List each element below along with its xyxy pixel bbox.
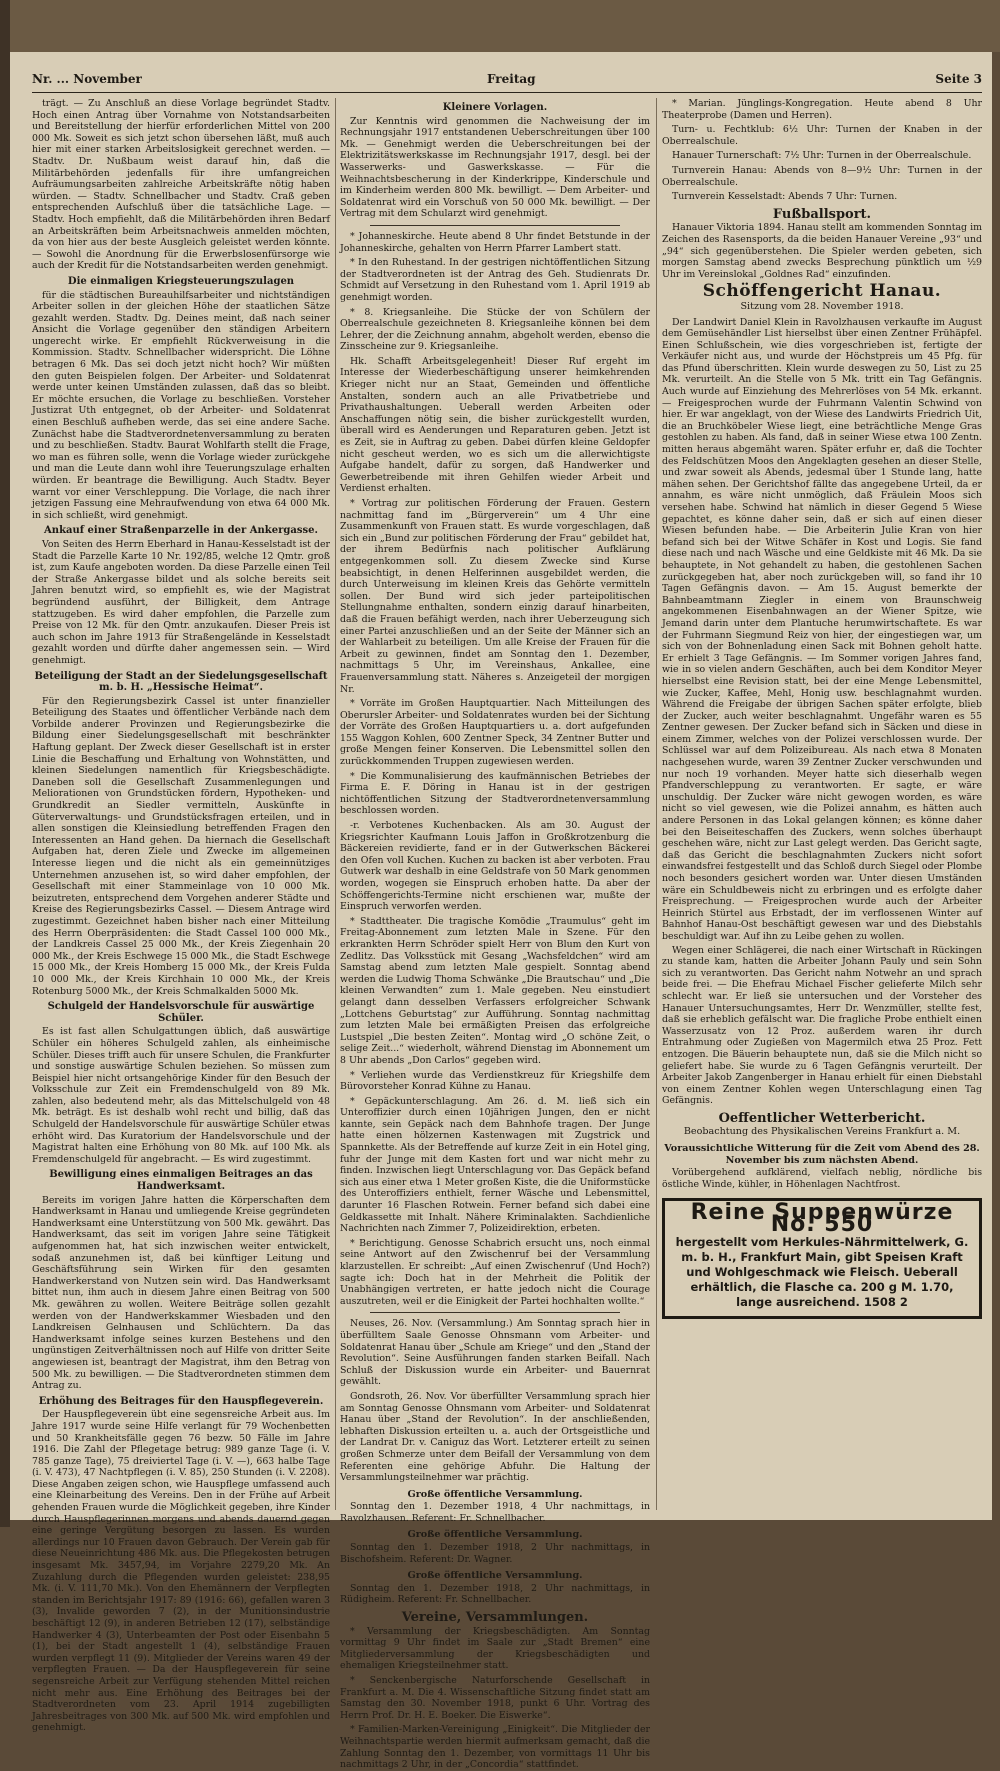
meeting-text: Sonntag den 1. Dezember 1918, 4 Uhr nachmittags, in Ravolzhausen. Referent: Fr. Schnellbacher. — [340, 1501, 650, 1524]
news-item: * Versammlung der Kriegsbeschädigten. Am Sonntag vormittag 9 Uhr findet im Saale zur „Stadt Bremen“ eine Mitgliederversammlung der Kriegsbeschädigten und ehemaligen Kriegsteilnehmer statt. — [340, 1625, 650, 1672]
meeting-text: Sonntag den 1. Dezember 1918, 2 Uhr nachmittags, in Rüdigheim. Referent: Fr. Schnellbacher. — [340, 1582, 650, 1606]
section-heading: Ankauf einer Straßenparzelle in der Ankergasse. — [44, 525, 318, 537]
column-3 — [662, 98, 982, 1510]
newspaper-page — [10, 52, 992, 1771]
article-text: Zur Kenntnis wird genommen die Nachweisung der im Rechnungsjahr 1917 entstandenen Ueberschreitungen über 100 Mk. — Genehmigt werden die Ueberschreitungen bei der Elektrizitätswerkskasse im Rechnungsjahr 1917, desgl. bei der Wasserwerks- und Gaswerkskasse. — Für die Weihnachtsbescherung in der Kinderkrippe, Kinderschule und im Kinderheim werden 800 Mk. bewilligt. — Dem Arbeiter- und Soldatenrat wird ein Vorschuß von 50 000 Mk. bewilligt. — Der Vertrag mit dem Schularzt wird genehmigt. — [340, 115, 650, 220]
news-item: * Vorräte im Großen Hauptquartier. Nach Mitteilungen des Oberursler Arbeiter- und Soldatenrates wurden bei der Sichtung der Vorräte des Großen Hauptquartiers u. a. dort aufgefunden 155 Waggon Kohlen, 600 Zentner Speck, 34 Zentner Butter und große Mengen feiner Konserven. Die Lebensmittel sollen den zurückkommenden Truppen zugewiesen werden. — [340, 698, 650, 768]
news-item: Turnverein Kesselstadt: Abends 7 Uhr: Turnen. — [672, 191, 898, 203]
page-header — [32, 72, 982, 90]
article-text: trägt. — Zu Anschluß an diese Vorlage begründet Stadtv. Hoch einen Antrag über Vornahme von Notstandsarbeiten und Bereitstellung der hierfür erforderlichen Mittel von 200 000 Mk. Soweit es sich jetzt schon übersehen läßt, muß auch hier mit einer starken Arbeitslosigkeit gerechnet werden. — Stadtv. Dr. Nußbaum weist darauf hin, daß die Militärbehörden jedenfalls für ihre umfangreichen Aufräumungsarbeiten zahlreiche Arbeitskräfte nötig haben würden. — Stadtv. Schnellbacher und Stadtv. Craß geben entsprechenden Aufschluß über die tatsächliche Lage. — Stadtv. Hoch empfiehlt, daß die Militärbehörden ihren Bedarf an Arbeitskräften beim Arbeitsnachweis anmelden möchten, da von hier aus der beste Ausgleich geleistet werden könnte. — Sowohl die Anordnung für die Erwerbslosenfürsorge wie auch der Kredit für die Notstandsarbeiten werden genehmigt. — [32, 98, 330, 272]
divider — [370, 1312, 620, 1313]
sport-heading: Fußballsport. — [772, 206, 872, 222]
ad-title: Reine Suppenwürze No. 550 — [690, 1200, 954, 1238]
header-weekday: Freitag — [487, 72, 536, 86]
column-separator — [656, 98, 657, 1510]
weather-heading: Oeffentlicher Wetterbericht. — [718, 1110, 926, 1126]
news-item: Gondsroth, 26. Nov. Vor überfüllter Versammlung sprach hier am Sonntag Genosse Ohnsmann vom Arbeiter- und Soldatenrat Hanau über „Stand der Revolution“. In der anschließenden, lebhaften Diskussion erteilten u. a. auch der Ortsgeistliche und der Landrat Dr. v. Caniguz das Wort. Letzterer erteilt zu seinen großen Schmerze unter dem Beifall der Versammlung von dem Referenten eine gehörige Abfuhr. Die Haltung der Versammlungsteilnehmer war prächtig. — [340, 1390, 650, 1484]
meeting-title: Große öffentliche Versammlung. — [407, 1570, 583, 1582]
weather-source: Beobachtung des Physikalischen Vereins Frankfurt a. M. — [683, 1126, 961, 1138]
article-text: Wegen einer Schlägerei, die nach einer Wirtschaft in Rückingen zu stande kam, hatten die Arbeiter Johann Pauly und sein Sohn sich zu verantworten. Das Gericht nahm Notwehr an und sprach beide frei. — Die Ehefrau Michael Fischer gelieferte Milch sehr schlecht war. Er ließ sie untersuchen und der Vorsteher des Hanauer Untersuchungsamtes, Herr Dr. Wenzmüller, stellte fest, daß sie erheblich gefälscht war. Die fragliche Probe enthielt einen Wasserzusatz von 12 Proz. außerdem waren ihr durch Entrahmung oder Zugießen von Magermilch etwa 25 Proz. Fett entzogen. Die Bäuerin behauptete nun, daß sie die Milch nicht so geliefert habe. Sie wurde zu 6 Tagen Gefängnis verurteilt. Der Arbeiter Jakob Zangenberger in Hanau erhielt für einen Diebstahl von einem Zentner Kohlen wegen Unterschlagung einen Tag Gefängnis. — [662, 944, 982, 1107]
news-item: * In den Ruhestand. In der gestrigen nichtöffentlichen Sitzung der Stadtverordneten ist der Antrag des Geh. Studienrats Dr. Schmidt auf Versetzung in den Ruhestand vom 1. April 1919 ab genehmigt worden. — [340, 257, 650, 303]
section-heading: Schulgeld der Handelsvorschule für auswärtige Schüler. — [47, 1001, 315, 1024]
meeting-text: Sonntag den 1. Dezember 1918, 2 Uhr nachmittags, in Bischofsheim. Referent: Dr. Wagner. — [340, 1542, 650, 1565]
court-heading: Schöffengericht Hanau. — [702, 281, 942, 302]
news-item: Neuses, 26. Nov. (Versammlung.) Am Sonntag sprach hier in überfülltem Saale Genosse Ohnsmann vom Arbeiter- und Soldatenrat Hanau über „Schule am Kriege“ und den „Stand der Revolution“. Seine Ausführungen fanden starken Beifall. Nach Schluß der Diskussion wurde ein Arbeiter- und Bauernrat gewählt. — [340, 1318, 650, 1388]
news-item: Hanauer Turnerschaft: 7½ Uhr: Turnen in der Oberrealschule. — [672, 150, 972, 162]
news-item: * Marian. Jünglings-Kongregation. Heute abend 8 Uhr Theaterprobe (Damen und Herren). — [662, 98, 982, 121]
news-item: * Berichtigung. Genosse Schabrich ersucht uns, noch einmal seine Antwort auf den Zwischenruf bei der Versammlung klarzustellen. Er schreibt: „Auf einen Zwischenruf (Und Hoch?) sagte ich: Doch hat in der Mehrheit die Politik der Unabhängigen vertreten, er hatte jedoch nicht die Courage auszutreten, weil er die Einigkeit der Partei hochhalten wollte.“ — [340, 1237, 650, 1307]
news-item: * Vortrag zur politischen Förderung der Frauen. Gestern nachmittag fand im „Bürgerverein“ um 4 Uhr eine Zusammenkunft von Frauen statt. Es wurde vorgeschlagen, daß sich ein „Bund zur politischen Förderung der Frau“ gebildet hat, der ihrem Bedürfnis nach politischer Aufklärung entgegenkommen soll. Zu diesem Zwecke sind Kurse beabsichtigt, in denen Helferinnen ausgebildet werden, die durch Unterweisung im kleinen Kreis das Gehörte vermitteln sollen. Der Bund wird sich jeder parteipolitischen Stellungnahme enthalten, sondern einzig darauf hinarbeiten, daß die Frauen befähigt werden, nach ihrer Ueberzeugung sich einer Partei anzuschließen und an der Seite der Männer sich an der Wahlarbeit zu beteiligen. Um alle Kreise der Frauen für die Arbeit zu gewinnen, findet am Sonntag den 1. Dezember, nachmittags 5 Uhr, im Vereinshaus, Ankallee, eine Frauenversammlung statt. Näheres s. Anzeigeteil der morgigen Nr. — [340, 498, 650, 695]
news-item: * Die Kommunalisierung des kaufmännischen Betriebes der Firma E. F. Döring in Hanau ist in der gestrigen nichtöffentlichen Sitzung der Stadtverordnetenversammlung beschlossen worden. — [340, 770, 650, 817]
article-text: für die städtischen Bureauhilfsarbeiter und nichtständigen Arbeiter sollen in der gleichen Höhe der staatlichen Sätze gezahlt werden. Stadtv. Dg. Deines meint, daß nach seiner Ansicht die Vorlage gegenüber den ständigen Arbeitern ungerecht wirke. Er empfiehlt Rückverweisung in die Kommission. Stadtv. Schnellbacher widerspricht. Die Löhne betragen 6 Mk. Das sei doch jetzt nicht hoch? Wir müßten den guten Beispielen folgen. Der Arbeiter- und Soldatenrat werde unter keinen Umständen zulassen, daß das so bleibt. Er möchte ersuchen, die Vorlage zu beschließen. Vorsteher Justizrat Uth entgegnet, ob der Arbeiter- und Soldatenrat einen Beschluß aufheben werde, das sei eine andere Sache. Zunächst habe die Stadtverordnetenversammlung zu beraten und zu beschließen. Stadtv. Baurat Wohlfarth stellt die Frage, wo man es führen solle, wenn die Vorlage wieder zurückgehe und man die Leute dann wohl ihre Teuerungszulage erhalten würden. Er beantrage die Bewilligung. Auch Stadtv. Beyer warnt vor einer Verschleppung. Die Vorlage, die nach ihrer jetzigen Fassung eine Mehraufwendung von etwa 64 000 Mk. in sich schließt, wird genehmigt. — [32, 289, 330, 521]
article-text: Für den Regierungsbezirk Cassel ist unter finanzieller Beteiligung des Staates und öffentlicher Verbände nach dem Vorbilde anderer Provinzen und Regierungsbezirke die Bildung einer Siedelungsgesellschaft mit beschränkter Haftung geplant. Der Zweck dieser Gesellschaft ist in erster Linie die Beschaffung und Erhaltung von Wohnstätten, und kleinen Siedelungen namentlich für Kriegsbeschädigte. Daneben soll die Gesellschaft Zusammenlegungen und Meliorationen von Grundstücken fördern, Hypotheken- und Grundkredit an Siedler vermitteln, Auskünfte in Güterverwaltungs- und Grundstücksfragen erteilen, und in allen sonstigen die Kleinsiedlung betreffenden Fragen den Interessenten an Hand gehen. Da hiernach die Gesellschaft Aufgaben hat, deren Ziele und Zwecke im allgemeinen Interesse liegen und die nicht als ein gemeinnütziges Unternehmen anzusehen ist, so wird daher empfohlen, der Gesellschaft mit einer Stammeinlage von 10 000 Mk. beizutreten, entsprechend dem Vorgehen anderer Städte und Kreise des Regierungsbezirks Cassel. — Diesem Antrage wird zugestimmt. Gezeichnet haben bisher nach einer Mitteilung des Herrn Oberpräsidenten: die Stadt Cassel 100 000 Mk., der Landkreis Cassel 25 000 Mk., der Kreis Ziegenhain 20 000 Mk., der Kreis Eschwege 15 000 Mk., die Stadt Eschwege 15 000 Mk., der Kreis Homberg 15 000 Mk., der Kreis Fulda 10 000 Mk., der Kreis Kirchhain 10 000 Mk., der Kreis Rotenburg 5000 Mk., der Kreis Schmalkalden 5000 Mk. — [32, 695, 330, 997]
news-item: * 8. Kriegsanleihe. Die Stücke der von Schülern der Oberrealschule gezeichneten 8. Kriegsanleihe können bei dem Lehrer, der die Zeichnung annahm, abgeholt werden, ebenso die Zinsscheine zur 9. Kriegsanleihe. — [340, 306, 650, 353]
column-1 — [32, 98, 330, 1734]
article-text: Der Landwirt Daniel Klein in Ravolzhausen verkaufte im August dem Gemüsehändler List hierselbst über einen Zentner Frühäpfel. Einen Schlußschein, wie dies vorgeschrieben ist, fertigte der Verkäufer nicht aus, und wurde der Höchstpreis um 45 Pfg. für das Pfund überschritten. Klein wurde deswegen zu 50, List zu 25 Mk. verurteilt. An die Stelle von 5 Mk. tritt ein Tag Gefängnis. Auch wurde auf Einziehung des Mehrerlöses von 54 Mk. erkannt. — Freigesprochen wurde der Fuhrmann Valentin Schwind von hier. Er war angeklagt, von der Wiese des Landwirts Friedrich Uit, die an Bruchköbeler Wiese liegt, eine beträchtliche Menge Gras gestohlen zu haben. Als fand, daß in seiner Wiese etwa 100 Zentn. mitten heraus abgemäht waren. Später erfuhr er, daß die Tochter des Feldschützen Moos den Angeklagten gesehen an dieser Stelle, und zwar soweit als Abends, jedesmal über 1 Stunde lang, hatte mähen sehen. Der Gerichtshof fällte das angegebene Urteil, da er annahm, es wäre nicht unmöglich, daß Fräulein Moos sich versehen habe. Schwind hat nämlich in dieser Gegend 5 Wiese gepachtet, es könne daher sein, daß er sich auf einen dieser Wiesen befunden habe. — Die Arbeiterin Julie Kran von hier befand sich bei der Witwe Schäfer in Kost und Logis. Sie fand diese nach und nach Wäsche und eine Geldkiste mit 46 Mk. Da sie behauptete, in Not gehandelt zu haben, die gestohlenen Sachen zurückgegeben hat, aber noch zurückgeben will, so fand ihr 10 Tagen Gefängnis davon. — Am 15. August bemerkte der Bahnbeamtmann Ziegler in einem von Braunschweig angekommenen Eisenbahnwagen an der Wiener Spitze, wie Jemand darin unter dem Plantuche herumwirtschaftete. Es war der Fuhrmann Siegmund Reiz von hier, der eingestiegen war, um sich von der Bohnenladung einen Sack mit Bohnen geholt hatte. Er erhielt 3 Tage Gefängnis. — Im Sommer vorigen Jahres fand, wie in so vielen andern Geschäften, auch bei dem Konditor Meyer hierselbst eine Revision statt, bei der eine Menge Lebensmittel, wie Zucker, Kaffee, Mehl, Honig usw. beschlagnahmt wurden. Während die Freigabe der übrigen Sachen später erfolgte, blieb der Zucker, auch weiter beschlagnahmt. Ungefähr waren es 55 Zentner gewesen. Der Zucker befand sich in Säcken und diese in einem Zimmer, welches von der Polizei verschlossen wurde. Der Schlüssel war auf dem Polizeibureau. Als nach etwa 8 Monaten nachgesehen wurde, waren 39 Zentner Zucker verschwunden und nur noch 19 vorhanden. Meyer hatte sich dieserhalb wegen Pfandverschleppung zu verantworten. Er sagte, er wäre unschuldig. Der Zucker wäre nicht gewogen worden, es wäre nicht so viel gewesen, wie die Polizei annahm, es hätten auch andere Personen in das Lokal gelangen können; es könne daher bei den Beiseiteschaffen des Zuckers, wenn solches überhaupt geschehen wäre, nicht zur Last gelegt werden. Das Gericht sagte, daß das Gericht die beschlagnahmten Zuckers nicht sofort einwandsfrei festgestellt und das Schloß durch Siegel oder Plombe noch besonders gesichert worden war. Unter diesen Umständen wäre ein Schuldbeweis nicht zu erbringen und es erfolgte daher Freisprechung. — Freigesprochen wurde auch der Arbeiter Heinrich Stürtel aus Erbstadt, der im verflossenen Winter auf Bahnhof Hanau-Ost beschäftigt gewesen war und des Diebstahls beschuldigt war. Auf ihn zu Leibe gehen zu wollen. — [662, 316, 982, 942]
news-item: * Johanneskirche. Heute abend 8 Uhr findet Betstunde in der Johanneskirche, gehalten von Herrn Pfarrer Lambert statt. — [340, 230, 650, 254]
court-subheading: Sitzung vom 28. November 1918. — [740, 300, 904, 312]
header-page-number: Seite 3 — [935, 72, 982, 86]
section-heading: Bewilligung eines einmaligen Beitrages an das Handwerksamt. — [49, 1169, 313, 1193]
meeting-title: Große öffentliche Versammlung. — [407, 1529, 583, 1541]
section-heading: Erhöhung des Beitrages für den Hauspflegeverein. — [38, 1395, 324, 1407]
news-item: * Verliehen wurde das Verdienstkreuz für Kriegshilfe dem Bürovorsteher Konrad Kühne zu Hanau. — [340, 1069, 650, 1093]
news-item: * Senckenbergische Naturforschende Gesellschaft in Frankfurt a. M. Die 4. Wissenschaftliche Sitzung findet statt am Samstag den 30. November 1918, punkt 6 Uhr. Vortrag des Herrn Prof. Dr. H. E. Boeker. Die Eiswerke“. — [340, 1675, 650, 1721]
header-rule — [32, 92, 982, 93]
scan-border-left — [0, 0, 10, 1527]
news-item: * Familien-Marken-Vereinigung „Einigkeit“. Die Mitglieder der Weihnachtspartie werden hiermit aufmerksam gemacht, daß die Zahlung Sonntag den 1. Dezember, von vormittags 11 Uhr bis nachmittags 2 Uhr, in der „Concordia“ stattfindet. — [340, 1724, 650, 1771]
divider — [370, 225, 620, 226]
ad-text: hergestellt vom Herkules-Nährmittelwerk, G. m. b. H., Frankfurt Main, gibt Speisen Kraft und Wohlgeschmack wie Fleisch. Ueberall erhältlich, die Flasche ca. 200 g M. 1.70, lange ausreichend. 1508 2 — [675, 1234, 969, 1309]
article-text: Es ist fast allen Schulgattungen üblich, daß auswärtige Schüler ein höheres Schulgeld zahlen, als einheimische Schüler. Dieses trifft auch für unsere Schulen, die Frankfurter und sonstige auswärtige Schulen beziehen. So müssen zum Beispiel hier nicht ortsangehörige Kinder für den Besuch der Volksschule zur Zeit ein Fremdenschulgeld von 89 Mk. zahlen, also bedeutend mehr, als das Mittelschulgeld von 48 Mk. beträgt. Es ist deshalb wohl recht und billig, daß das Schulgeld der Handelsvorschule für auswärtige Schüler etwas erhöht wird. Das Kuratorium der Handelsvorschule und der Magistrat halten eine Erhöhung von 80 Mk. auf 100 Mk. als Fremdenschulgeld für angebracht. — Es wird zugestimmt. — [32, 1026, 330, 1165]
news-item: -r. Verbotenes Kuchenbacken. Als am 30. August der Kriegsrichter Kaufmann Louis Jaffon in Großkrotzenburg die Bäckereien revidierte, fand er in der Gutwerkschen Bäckerei den Ofen voll Kuchen. Kuchen zu backen ist aber verboten. Frau Gutwerk war deshalb in eine Geldstrafe von 50 Mark genommen worden, wogegen sie Einspruch erhoben hatte. Da aber der Schöffengerichts-Termine nicht erschienen war, mußte der Einspruch verworfen werden. — [340, 820, 650, 913]
section-heading: Die einmaligen Kriegsteuerungszulagen — [67, 275, 295, 287]
column-2 — [340, 98, 650, 1771]
meeting-title: Große öffentliche Versammlung. — [407, 1488, 583, 1500]
news-item: * Gepäckunterschlagung. Am 26. d. M. ließ sich ein Unteroffizier durch einen 10jährigen Jungen, den er nicht kannte, sein Gepäck nach dem Bahnhofe tragen. Der Junge hatte einen hölzernen Kastenwagen mit Zugstrick und Spannkette. Als der Betreffende auf kurze Zeit in ein Hotel ging, fuhr der Junge mit dem Kasten fort und war nicht mehr zu finden. Inzwischen liegt Unterschlagung vor. Das Gepäck befand sich aus einer etwa 1 Meter großen Kiste, die die Uniformstücke des Unteroffiziers enthielt, ferner Wäsche und Lebensmittel, darunter 16 Flaschen Rotwein. Ferner befand sich dabei eine Geldkassette mit Inhalt. Nähere Kriminalakten. Sachdienliche Nachrichten nach Zimmer 7, Polizeidirektion, erbeten. — [340, 1095, 650, 1235]
scan-border-top — [0, 0, 1000, 52]
news-item: Turn- u. Fechtklub: 6½ Uhr: Turnen der Knaben in der Oberrealschule. — [662, 124, 982, 147]
article-text: Von Seiten des Herrn Eberhard in Hanau-Kesselstadt ist der Stadt die Parzelle Karte 10 Nr. 192/85, welche 12 Qmtr. groß ist, zum Kaufe angeboten worden. Da diese Parzelle einen Teil der Straße Ankergasse bildet und als solche bereits seit Jahren benutzt wird, so empfiehlt es, wie der Magistrat begründend ausführt, der Billigkeit, dem Antrage stattzugeben. Es wird daher empfohlen, die Parzelle zum Preise von 12 Mk. für den Qmtr. anzukaufen. Dieser Preis ist auch schon im Jahre 1913 für Straßengelände in Kesselstadt gezahlt worden und dürfte daher angemessen sein. — Wird genehmigt. — [32, 538, 330, 666]
article-text: Der Hauspflegeverein übt eine segensreiche Arbeit aus. Im Jahre 1917 wurde seine Hilfe verlangt für 79 Wochenbetten und 50 Krankheitsfälle gegen 76 bezw. 50 Fälle im Jahre 1916. Die Zahl der Pflegetage betrug: 989 ganze Tage (i. V. 785 ganze Tage), 75 dreiviertel Tage (i. V. —), 663 halbe Tage (i. V. 473), 47 Nachtpflegen (i. V. 85), 250 Stunden (i. V. 2208). Diese Angaben zeigen schon, wie Hauspflege umfassend auch eine Kleinarbeitung des Vereins. Den in der Frühe auf Arbeit gehenden Frauen wurde die Möglichkeit gegeben, ihre Kinder durch Hauspflegerinnen morgens und abends dauernd gegen eine geringe Vergütung besorgen zu lassen. Es wurden allerdings nur 10 Frauen davon Gebrauch. Der Verein gab für diese Neueinrichtung 486 Mk. aus. Die Pflegekosten betrugen insgesamt Mk. 3457,94, im Vorjahre 2279,20 Mk. An Zuzahlung durch die Pflegenden wurden geleistet: 238,95 Mk. (i. V. 111,70 Mk.). Von den Ehemännern der Verpflegten standen im Berichtsjahr 1917: 89 (1916: 66), gefallen waren 3 (3), Invalide geworden 7 (2), in der Munitionsindustrie beschäftigt 12 (9), in anderen Betrieben 12 (17), selbständige Handwerker 4 (3), Unterbeamten der Post oder Eisenbahn 5 (1), bei der Stadt angestellt 1 (4), selbständige Frauen wurden verpflegt 11 (9). Mitglieder der Vereins waren 49 der verpflegten Frauen. — Da der Hauspflegeverein für seine segensreiche Arbeit zur Verfügung stehenden Mittel reichen nicht mehr aus. Eine Erhöhung des Beitrages bei der Stadtverordneten vom 23. April 1914 zugebilligten Jahresbeitrages von 300 Mk. auf 500 Mk. wird empfohlen und genehmigt. — [32, 1409, 330, 1734]
advertisement — [662, 1198, 982, 1318]
news-item: Turnverein Hanau: Abends von 8—9½ Uhr: Turnen in der Oberrealschule. — [662, 164, 982, 188]
article-text: Bereits im vorigen Jahre hatten die Körperschaften dem Handwerksamt in Hanau und umliegende Kreise gegründeten Handwerksamt eine Unterstützung von 500 Mk. gewährt. Das Handwerksamt, das seit im vorigen Jahre seine Tätigkeit aufgenommen hat, hat sich inzwischen weiter entwickelt, sodaß anzunehmen ist, daß bei künftiger Leitung und Geschäftsführung sein Wirken für den gesamten Handwerkerstand von Nutzen sein wird. Das Handwerksamt bittet nun, ihm auch in diesem Jahre einen Beitrag von 500 Mk. gewähren zu wollen. Weitere Beiträge sollen gezahlt werden von der Handwerkskammer Wiesbaden und den Landkreisen Gelnhausen und Schlüchtern. Da das Handwerksamt infolge seines kurzen Bestehens und den ungünstigen Zeitverhältnissen noch auf Hilfe von dritter Seite angewiesen ist, beantragt der Magistrat, ihm den Betrag von 500 Mk. zu bewilligen. — Die Stadtverordneten stimmen dem Antrag zu. — [32, 1194, 330, 1392]
article-text: Hanauer Viktoria 1894. Hanau stellt am kommenden Sonntag im Zeichen des Rasensports, da die beiden Hanauer Vereine „93“ und „94“ sich gegenüberstehen. Die Spieler werden gebeten, sich morgen Samstag abend zwecks Besprechung pünktlich um ½9 Uhr im Vereinslokal „Goldnes Rad“ einzufinden. — [662, 222, 982, 280]
weather-forecast-text: Vorübergehend aufklärend, vielfach neblig, nördliche bis östliche Winde, kühler, in Höhenlagen Nachtfrost. — [662, 1167, 982, 1190]
section-heading: Kleinere Vorlagen. — [442, 102, 548, 113]
news-item: * Stadttheater. Die tragische Komödie „Traumulus“ geht im Freitag-Abonnement zum letzten Male in Szene. Für den erkrankten Herrn Schröder spielt Herr von Blum den Kurt von Zedlitz. Das Volksstück mit Gesang „Wachsfeldchen“ wird am Samstag abend zum letzten Male gespielt. Sonntag abend werden die Ludwig Thoma Schwänke „Die Brautschau“ und „Die kleinen Verwandten“ zum 1. Male gegeben. Neu einstudiert gelangt dann desselben Verfassers erfolgreicher Schwank „Lottchens Geburtstag“ zur Aufführung. Sonntag nachmittag zum letzten Male bei ermäßigten Preisen das erfolgreiche Lustspiel „Die besten Zeiten“. Montag wird „O schöne Zeit, o selige Zeit...“ wiederholt, während Dienstag im Abonnement um 8 Uhr abends „Don Carlos“ gegeben wird. — [340, 915, 650, 1066]
section-heading: Beteiligung der Stadt an der Siedelungsgesellschaft m. b. H. „Hessische Heimat“. — [34, 670, 328, 694]
news-item: Hk. Schafft Arbeitsgelegenheit! Dieser Ruf ergeht im Interesse der Wiederbeschäftigung unserer heimkehrenden Krieger nicht nur an Staat, Gemeinden und öffentliche Anstalten, sondern auch an alle Privatbetriebe und Privathaushaltungen. Ueberall werden Arbeiten oder Anschaffungen nötig sein, die bisher zurückgestellt wurden, überall wird es Aenderungen und Reparaturen geben. Jetzt ist es Zeit, sie in Auftrag zu geben. Dabei dürfen kleine Geldopfer nicht gescheut werden, wo es sich um die allerwichtigste Aufgabe handelt, dafür zu sorgen, daß Handwerker und Gewerbetreibende mit ihren Gehilfen wieder Arbeit und Verdienst erhalten. — [340, 355, 650, 495]
header-issue: Nr. ... November — [32, 72, 142, 86]
column-separator — [335, 98, 336, 1510]
weather-forecast-heading: Voraussichtliche Witterung für die Zeit vom Abend des 28. November bis zum nächsten Abend. — [664, 1143, 980, 1166]
vereine-heading: Vereine, Versammlungen. — [401, 1610, 589, 1626]
